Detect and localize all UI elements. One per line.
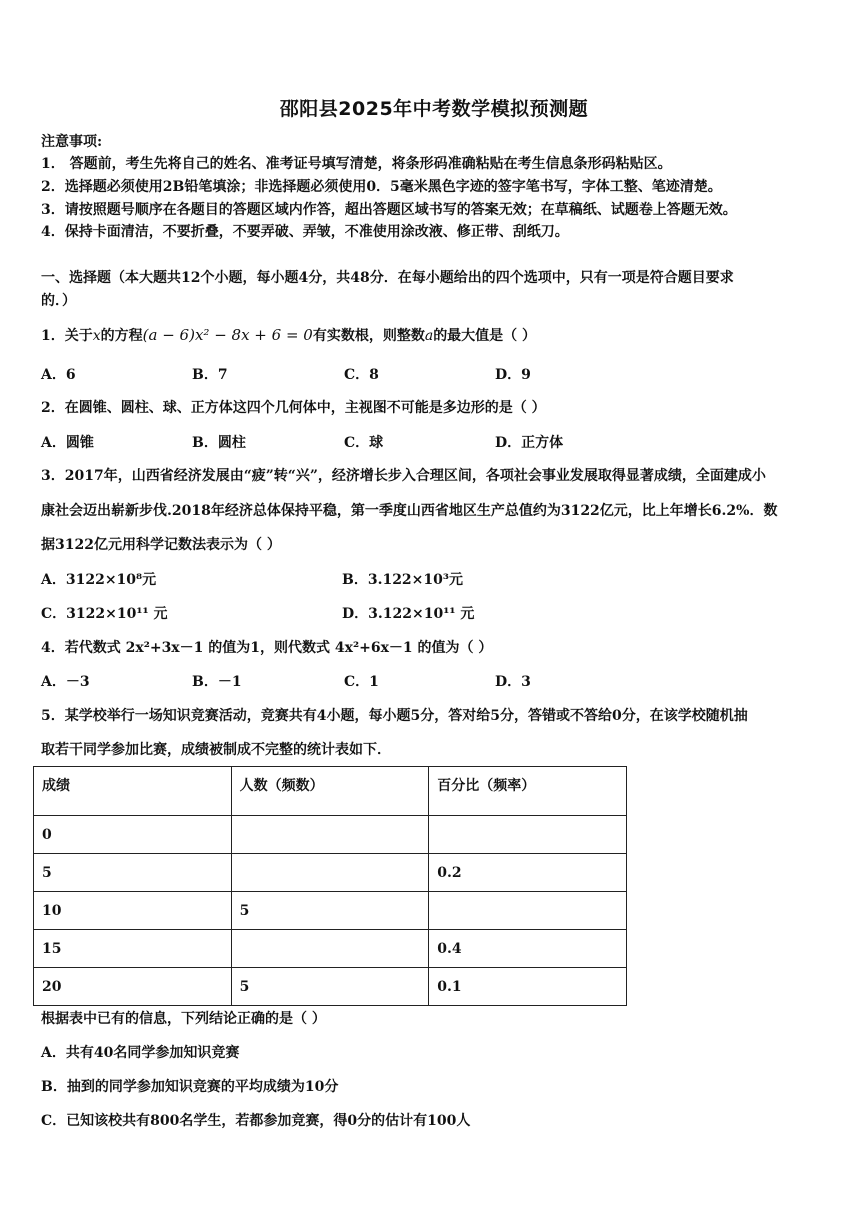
q1-option-d: D．9 [495, 367, 531, 383]
section-heading-line2: 的．） [41, 293, 76, 309]
table-cell: 0.1 [429, 968, 627, 1006]
section-heading-line1: 一、选择题（本大题共12个小题，每小题4分，共48分．在每小题给出的四个选项中，只有一项是符合题目要求 [41, 270, 734, 286]
score-table [33, 766, 627, 1006]
question-3-line1: 3．2017年，山西省经济发展由“疲”转“兴”，经济增长步入合理区间，各项社会事业发展取得显著成绩，全面建成小 [41, 468, 766, 484]
q1-var-x: x [92, 328, 101, 344]
table-cell: 5 [231, 892, 429, 930]
q3-option-a: A．3122×10⁸元 [41, 572, 157, 588]
notice-item-2: 2．选择题必须使用2B铅笔填涂；非选择题必须使用0．5毫米黑色字迹的签字笔书写，字体工整、笔迹清楚。 [41, 179, 722, 195]
notice-item-4: 4．保持卡面清洁，不要折叠，不要弄破、弄皱，不准使用涂改液、修正带、刮纸刀。 [41, 224, 569, 240]
q2-option-c: C．球 [344, 435, 384, 451]
q1-equation: (a − 6)x² − 8x + 6 = 0 [142, 326, 313, 344]
table-header-row [34, 767, 627, 816]
q3-option-b: B．3.122×10³元 [342, 572, 464, 588]
table-row [34, 854, 627, 892]
q4-option-d: D．3 [495, 674, 531, 690]
q1-mid: 的方程 [100, 328, 143, 344]
q3-option-c: C．3122×10¹¹ 元 [41, 606, 168, 622]
q2-option-b: B．圆柱 [192, 435, 246, 451]
notice-item-3: 3．请按照题号顺序在各题目的答题区域内作答，超出答题区域书写的答案无效；在草稿纸、试题卷上答题无效。 [41, 202, 737, 218]
table-cell: 10 [34, 892, 232, 930]
q5-option-a: A．共有40名同学参加知识竞赛 [41, 1045, 240, 1061]
table-cell: 0.4 [429, 930, 627, 968]
table-row [34, 892, 627, 930]
q5-option-b: B．抽到的同学参加知识竞赛的平均成绩为10分 [41, 1079, 339, 1095]
table-cell: 5 [34, 854, 232, 892]
table-cell [429, 892, 627, 930]
question-4: 4．若代数式 2x²+3x－1 的值为1，则代数式 4x²+6x－1 的值为（ ） [41, 640, 493, 656]
q4-option-c: C．1 [344, 674, 379, 690]
notice-item-1: 1． 答题前，考生先将自己的姓名、准考证号填写清楚，将条形码准确粘贴在考生信息条形码粘贴区。 [41, 156, 672, 172]
table-cell: 0 [34, 816, 232, 854]
q1-post: 有实数根，则整数 [312, 328, 425, 344]
table-header-count: 人数（频数） [231, 767, 429, 816]
table-header-percent: 百分比（频率） [429, 767, 627, 816]
table-cell: 20 [34, 968, 232, 1006]
table-row [34, 930, 627, 968]
table-header-score: 成绩 [34, 767, 232, 816]
question-2: 2．在圆锥、圆柱、球、正方体这四个几何体中，主视图不可能是多边形的是（ ） [41, 400, 546, 416]
q1-end: 的最大值是（ ） [433, 328, 537, 344]
question-5-line2: 取若干同学参加比赛，成绩被制成不完整的统计表如下． [41, 742, 391, 758]
q1-option-a: A．6 [41, 367, 76, 383]
page-title: 邵阳县2025年中考数学模拟预测题 [279, 98, 589, 120]
q2-option-d: D．正方体 [495, 435, 564, 451]
question-3-line3: 据3122亿元用科学记数法表示为（ ） [41, 537, 281, 553]
question-3-line2: 康社会迈出崭新步伐.2018年经济总体保持平稳，第一季度山西省地区生产总值约为3122亿元，比上年增长6.2%．数 [41, 503, 778, 519]
table-cell: 0.2 [429, 854, 627, 892]
q2-option-a: A．圆锥 [41, 435, 94, 451]
q1-var-a: a [424, 328, 434, 344]
table-row [34, 968, 627, 1006]
table-cell [231, 930, 429, 968]
q5-option-c: C．已知该校共有800名学生，若都参加竞赛，得0分的估计有100人 [41, 1113, 471, 1129]
q1-option-b: B．7 [192, 367, 228, 383]
table-cell: 15 [34, 930, 232, 968]
q4-option-a: A．－3 [41, 674, 90, 690]
q1-prefix: 1．关于 [41, 328, 93, 344]
table-cell: 5 [231, 968, 429, 1006]
table-row [34, 816, 627, 854]
table-cell [231, 854, 429, 892]
table-cell [231, 816, 429, 854]
q3-option-d: D．3.122×10¹¹ 元 [342, 606, 475, 622]
table-cell [429, 816, 627, 854]
question-5-prompt: 根据表中已有的信息，下列结论正确的是（ ） [41, 1011, 326, 1027]
question-1 [41, 325, 536, 346]
question-5-line1: 5．某学校举行一场知识竞赛活动，竞赛共有4小题，每小题5分，答对给5分，答错或不答给0分，在该学校随机抽 [41, 708, 748, 724]
q4-option-b: B．－1 [192, 674, 242, 690]
q1-option-c: C．8 [344, 367, 379, 383]
notice-heading: 注意事项: [41, 134, 103, 150]
